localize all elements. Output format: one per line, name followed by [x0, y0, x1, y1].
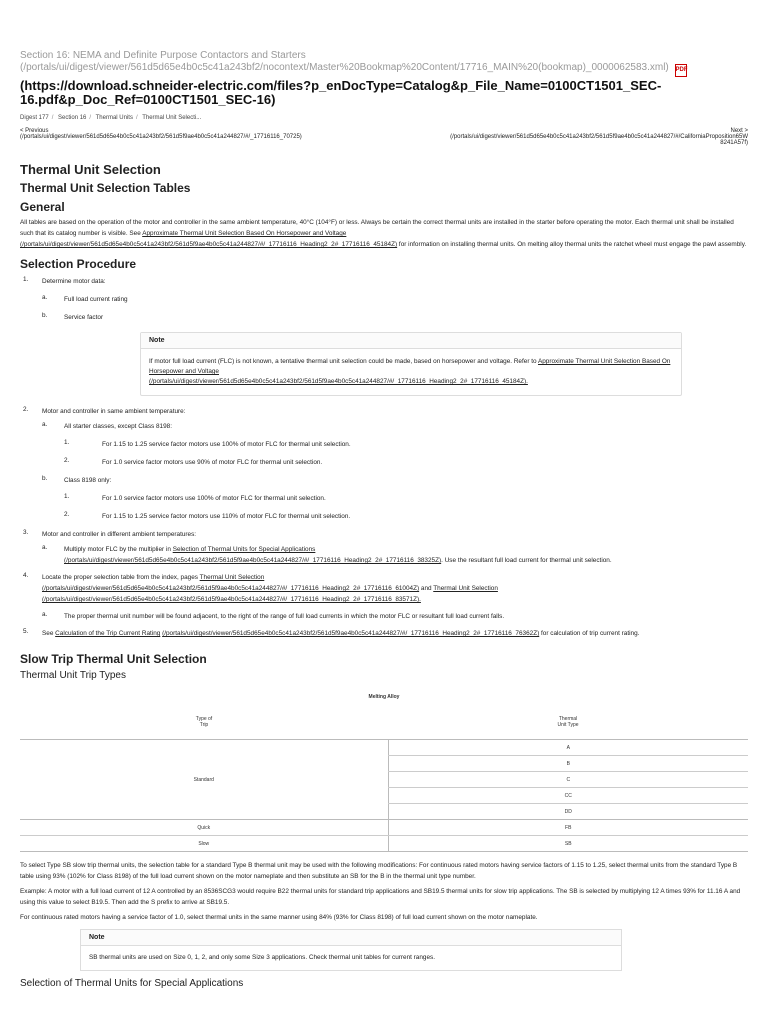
- general-link-path[interactable]: (/portals/ui/digest/viewer/561d5d65e4b0c5c41a243bf2/561d5f9ae4b0c5c41a244827/#/_17716116_Heading2_2#_17716116_45184Z): [20, 241, 398, 248]
- sub-number: a.: [42, 294, 48, 301]
- trip-types-table: [20, 689, 748, 852]
- note-box: [140, 332, 682, 396]
- step-2a2: [64, 457, 748, 468]
- step-4a: [42, 611, 748, 622]
- sub-number: 1.: [64, 439, 70, 446]
- table-cell: DD: [388, 804, 748, 820]
- step-4: [20, 572, 748, 622]
- sub-text: Service factor: [64, 314, 104, 321]
- table-cell: A: [388, 740, 748, 756]
- selection-link-2[interactable]: Thermal Unit Selection: [433, 585, 498, 592]
- col-header-line: Unit Type: [557, 722, 579, 728]
- breadcrumb-item[interactable]: Section 16: [58, 115, 87, 121]
- general-heading: General: [20, 200, 65, 214]
- note-link-path[interactable]: (/portals/ui/digest/viewer/561d5d65e4b0c5c41a243bf2/561d5f9ae4b0c5c41a244827/#/_17716116_Heading2_2#_17716116_45184Z).: [149, 378, 528, 385]
- sub-text: For 1.0 service factor motors use 90% of motor FLC for thermal unit selection.: [102, 459, 323, 466]
- step-1b: [42, 312, 748, 323]
- step-2b1: [64, 493, 748, 504]
- step-2: [20, 406, 748, 522]
- step-text: Determine motor data:: [42, 278, 106, 285]
- col-header-line: Trip: [199, 722, 209, 728]
- step-1: [20, 276, 748, 396]
- note-body: [141, 349, 681, 395]
- special-applications-heading: Selection of Thermal Units for Special Applications: [20, 978, 244, 989]
- quick-label: Quick: [20, 820, 388, 836]
- sub-text: For 1.0 service factor motors use 100% of motor FLC for thermal unit selection.: [102, 495, 326, 502]
- selection-heading: Selection Procedure: [20, 257, 137, 271]
- table-caption: Melting Alloy: [368, 694, 400, 700]
- section-path[interactable]: (/portals/ui/digest/viewer/561d5d65e4b0c5c41a243bf2/nocontext/Master%20Bookmap%20Content/17716_MAIN%20(bookmap)_0000062583.xml): [20, 62, 669, 73]
- pdf-icon[interactable]: PDF: [675, 64, 687, 77]
- sub-number: 2.: [64, 457, 70, 464]
- col-header-line: Type of: [195, 716, 213, 722]
- table-row: [20, 740, 748, 756]
- page-title: Thermal Unit Selection: [20, 162, 161, 177]
- breadcrumb-separator: /: [89, 115, 92, 121]
- step-3: [20, 529, 748, 566]
- trip-current-path[interactable]: (/portals/ui/digest/viewer/561d5d65e4b0c5c41a243bf2/561d5f9ae4b0c5c41a244827/#/_17716116_Heading2_2#_17716116_76362Z): [162, 630, 540, 637]
- sub-number: 1.: [64, 493, 70, 500]
- previous-path: (/portals/ui/digest/viewer/561d5d65e4b0c5c41a243bf2/561d5f9ae4b0c5c41a244827/#/_17716116_70725): [20, 134, 302, 140]
- breadcrumb-item[interactable]: Digest 177: [20, 115, 49, 121]
- sub-text: Class 8198 only:: [64, 477, 112, 484]
- step-text: Motor and controller in different ambient temperatures:: [42, 531, 197, 538]
- section-header: [20, 50, 740, 77]
- table-cell: SB: [388, 836, 748, 852]
- step-2a1: [64, 439, 748, 450]
- general-text-end: for information on installing thermal units. On melting alloy thermal units the ratchet wheel must engage the pawl assembly.: [397, 241, 747, 248]
- step-2a: [42, 421, 748, 468]
- sub-number: a.: [42, 544, 48, 551]
- col-header-trip: [20, 705, 388, 740]
- step-5: [20, 628, 748, 639]
- note-label: Note: [141, 333, 681, 349]
- sub-text: The proper thermal unit number will be found adjacent, to the right of the range of full load currents in which the motor FLC or resultant full load current falls.: [64, 613, 505, 620]
- selection-link-1[interactable]: Thermal Unit Selection: [199, 574, 265, 581]
- document-page: [20, 0, 748, 991]
- table-cell: C: [388, 772, 748, 788]
- sub-text: For 1.15 to 1.25 service factor motors use 100% of motor FLC for thermal unit selection.: [102, 441, 351, 448]
- slow-trip-heading: Slow Trip Thermal Unit Selection: [20, 652, 207, 666]
- step-number: 2.: [23, 406, 29, 413]
- next-path: (/portals/ui/digest/viewer/561d5d65e4b0c5c41a243bf2/561d5f9ae4b0c5c41a244827/#/CaliforniaProposition65W: [450, 134, 748, 140]
- step-text-pre: See: [42, 630, 56, 637]
- table-cell: CC: [388, 788, 748, 804]
- trip-types-heading: Thermal Unit Trip Types: [20, 670, 126, 681]
- step-number: 1.: [23, 276, 29, 283]
- slow-trip-example: Example: A motor with a full load current of 12 A controlled by an 8536SCG3 would require B22 thermal units for standard trip applications and SB19.5 thermal units for slow trip applications. The SB is selected by multiplying 12 A times 93% for 11.16 A and using this value to select B19.5. Then add the S prefix to arrive at SB19.5.: [20, 888, 741, 906]
- step-3a: [42, 544, 748, 566]
- sub-number: a.: [42, 421, 48, 428]
- next-path-cont: 8241A57f): [720, 140, 748, 146]
- table-header-row: [20, 705, 748, 740]
- step-text: [42, 628, 748, 639]
- sub-number: 2.: [64, 511, 70, 518]
- sub-text: [64, 544, 748, 566]
- step-number: 4.: [23, 572, 29, 579]
- sub-text-end: . Use the resultant full load current for thermal unit selection.: [441, 557, 612, 564]
- note-text: If motor full load current (FLC) is not known, a tentative thermal unit selection could be made, based on horsepower and voltage. Refer to: [149, 358, 538, 365]
- pagination-nav: [20, 128, 748, 162]
- breadcrumb-item-current: Thermal Unit Selecti...: [142, 115, 202, 121]
- breadcrumb: [20, 115, 748, 121]
- step-1a: [42, 294, 748, 305]
- general-text: All tables are based on the operation of the motor and controller in the same ambient temperature, 40°C (104°F) or less. Always be certain the correct thermal units are installed in the starter before operating the motor. Each thermal unit shall be installed such that its catalog number is visible. See: [20, 219, 734, 237]
- trip-current-link[interactable]: Calculation of the Trip Current Rating: [55, 630, 161, 637]
- table-row: [20, 820, 748, 836]
- next-label: Next >: [730, 128, 748, 134]
- sub-text-pre: Multiply motor FLC by the multiplier in: [64, 546, 173, 553]
- breadcrumb-separator: /: [51, 115, 54, 121]
- sub-number: b.: [42, 312, 48, 319]
- selection-steps: [20, 276, 748, 639]
- step-number: 3.: [23, 529, 29, 536]
- standard-label: Standard: [20, 740, 388, 820]
- previous-link[interactable]: [20, 128, 380, 140]
- slow-trip-paragraph-1: To select Type SB slow trip thermal units, the selection table for a standard Type B thermal unit may be used with the following modifications: For continuous rated motors having service factors of 1.15 to 1.25, select thermal units from the standard Type B table using 93% (102% for Class 8198) of the full load current shown on the motor nameplate and then substitute an SB for the B in the thermal unit type number.: [20, 862, 738, 880]
- step-text-end: for calculation of trip current rating.: [539, 630, 640, 637]
- note-body: SB thermal units are used on Size 0, 1, 2, and only some Size 3 applications. Check thermal unit tables for current ranges.: [89, 954, 435, 961]
- selection-path-2[interactable]: (/portals/ui/digest/viewer/561d5d65e4b0c5c41a243bf2/561d5f9ae4b0c5c41a244827/#/_17716116_Heading2_2#_17716116_83571Z).: [42, 596, 421, 603]
- next-link[interactable]: [388, 128, 748, 146]
- general-link[interactable]: Approximate Thermal Unit Selection Based On Horsepower and Voltage: [142, 230, 347, 237]
- step-number: 5.: [23, 628, 29, 635]
- section-title[interactable]: Section 16: NEMA and Definite Purpose Contactors and Starters: [20, 50, 306, 61]
- selection-path-1[interactable]: (/portals/ui/digest/viewer/561d5d65e4b0c5c41a243bf2/561d5f9ae4b0c5c41a244827/#/_17716116_Heading2_2#_17716116_61004Z): [42, 585, 420, 592]
- sub-number: a.: [42, 611, 48, 618]
- step-text-pre: Locate the proper selection table from the index, pages: [42, 574, 200, 581]
- table-cell: B: [388, 756, 748, 772]
- breadcrumb-item[interactable]: Thermal Units: [95, 115, 133, 121]
- sub-text: Full load current rating: [64, 296, 128, 303]
- step-2b: [42, 475, 748, 522]
- step-2b2: [64, 511, 748, 522]
- special-applications-link[interactable]: Selection of Thermal Units for Special Applications: [172, 546, 316, 553]
- step-text-and: and: [419, 585, 434, 592]
- slow-trip-paragraph-3: For continuous rated motors having a service factor of 1.0, select thermal units in the same manner using 84% (93% for Class 8198) of full load current shown on the motor nameplate.: [20, 914, 538, 921]
- sub-number: b.: [42, 475, 48, 482]
- previous-label: < Previous: [20, 128, 49, 134]
- note-link[interactable]: Approximate Thermal Unit Selection Based On Horsepower and Voltage: [149, 358, 671, 375]
- general-paragraph: [20, 217, 748, 250]
- slow-label: Slow: [20, 836, 388, 852]
- note-label: Note: [81, 930, 621, 946]
- table-row: [20, 836, 748, 852]
- tables-title: Thermal Unit Selection Tables: [20, 181, 191, 195]
- special-applications-path[interactable]: (/portals/ui/digest/viewer/561d5d65e4b0c5c41a243bf2/561d5f9ae4b0c5c41a244827/#/_17716116_Heading2_2#_17716116_38325Z): [64, 557, 442, 564]
- step-text: [42, 572, 748, 605]
- step-text: Motor and controller in same ambient temperature:: [42, 408, 186, 415]
- col-header-type: [388, 705, 748, 740]
- col-header-line: Thermal: [558, 716, 578, 722]
- note-box: [80, 929, 622, 971]
- breadcrumb-separator: /: [135, 115, 138, 121]
- sub-text: All starter classes, except Class 8198:: [64, 423, 172, 430]
- table-cell: FB: [388, 820, 748, 836]
- download-link[interactable]: (https://download.schneider-electric.com/files?p_enDocType=Catalog&p_File_Name=0100CT1501_SEC-16.pdf&p_Doc_Ref=0100CT1501_SEC-16): [20, 78, 662, 107]
- sub-text: For 1.15 to 1.25 service factor motors use 110% of motor FLC for thermal unit selection.: [102, 513, 351, 520]
- table-caption-row: [20, 689, 748, 705]
